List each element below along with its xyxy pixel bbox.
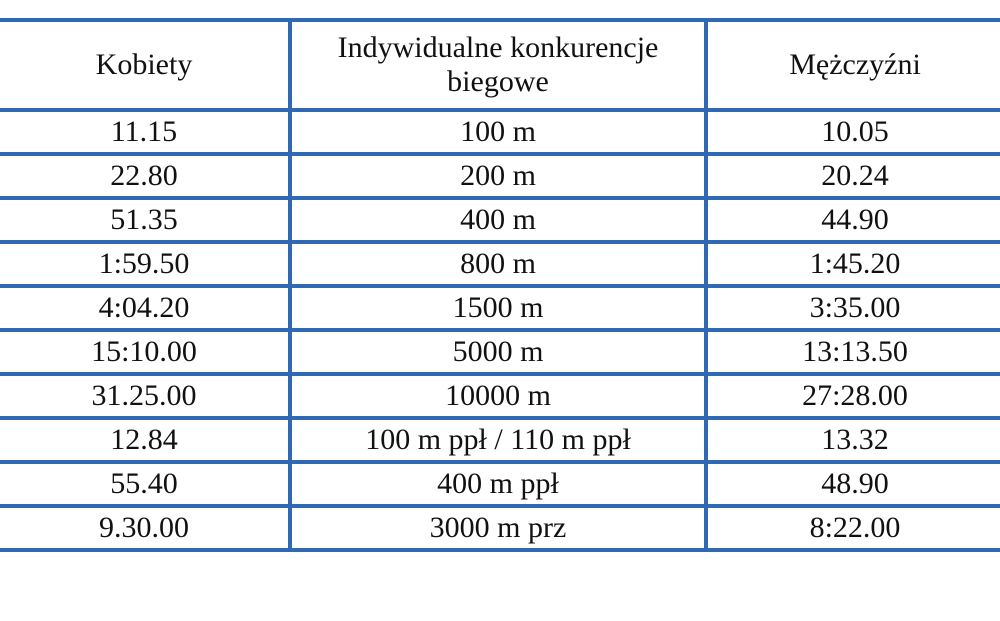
women-time: 22.80 [0, 154, 290, 198]
men-time: 48.90 [706, 462, 1000, 506]
event-name: 10000 m [290, 374, 706, 418]
table-row [0, 462, 1000, 506]
women-time: 4:04.20 [0, 286, 290, 330]
event-name: 800 m [290, 242, 706, 286]
women-time: 15:10.00 [0, 330, 290, 374]
women-time: 1:59.50 [0, 242, 290, 286]
table-row [0, 110, 1000, 154]
women-time: 9.30.00 [0, 506, 290, 550]
table-row [0, 242, 1000, 286]
header-men: Mężczyźni [706, 20, 1000, 110]
event-name: 200 m [290, 154, 706, 198]
men-time: 27:28.00 [706, 374, 1000, 418]
event-name: 100 m [290, 110, 706, 154]
results-table [0, 18, 1000, 552]
header-row [0, 20, 1000, 110]
event-name: 100 m ppł / 110 m ppł [290, 418, 706, 462]
table-row [0, 418, 1000, 462]
results-table-container [0, 18, 1000, 552]
event-name: 3000 m prz [290, 506, 706, 550]
table-row [0, 154, 1000, 198]
women-time: 31.25.00 [0, 374, 290, 418]
table-row [0, 506, 1000, 550]
men-time: 13.32 [706, 418, 1000, 462]
event-name: 1500 m [290, 286, 706, 330]
table-row [0, 286, 1000, 330]
men-time: 20.24 [706, 154, 1000, 198]
event-name: 400 m [290, 198, 706, 242]
table-row [0, 330, 1000, 374]
table-row [0, 374, 1000, 418]
header-event: Indywidualne konkurencje biegowe [290, 20, 706, 110]
men-time: 13:13.50 [706, 330, 1000, 374]
men-time: 44.90 [706, 198, 1000, 242]
event-name: 400 m ppł [290, 462, 706, 506]
event-name: 5000 m [290, 330, 706, 374]
men-time: 1:45.20 [706, 242, 1000, 286]
women-time: 12.84 [0, 418, 290, 462]
men-time: 8:22.00 [706, 506, 1000, 550]
table-row [0, 198, 1000, 242]
header-women: Kobiety [0, 20, 290, 110]
men-time: 3:35.00 [706, 286, 1000, 330]
women-time: 55.40 [0, 462, 290, 506]
women-time: 11.15 [0, 110, 290, 154]
men-time: 10.05 [706, 110, 1000, 154]
women-time: 51.35 [0, 198, 290, 242]
